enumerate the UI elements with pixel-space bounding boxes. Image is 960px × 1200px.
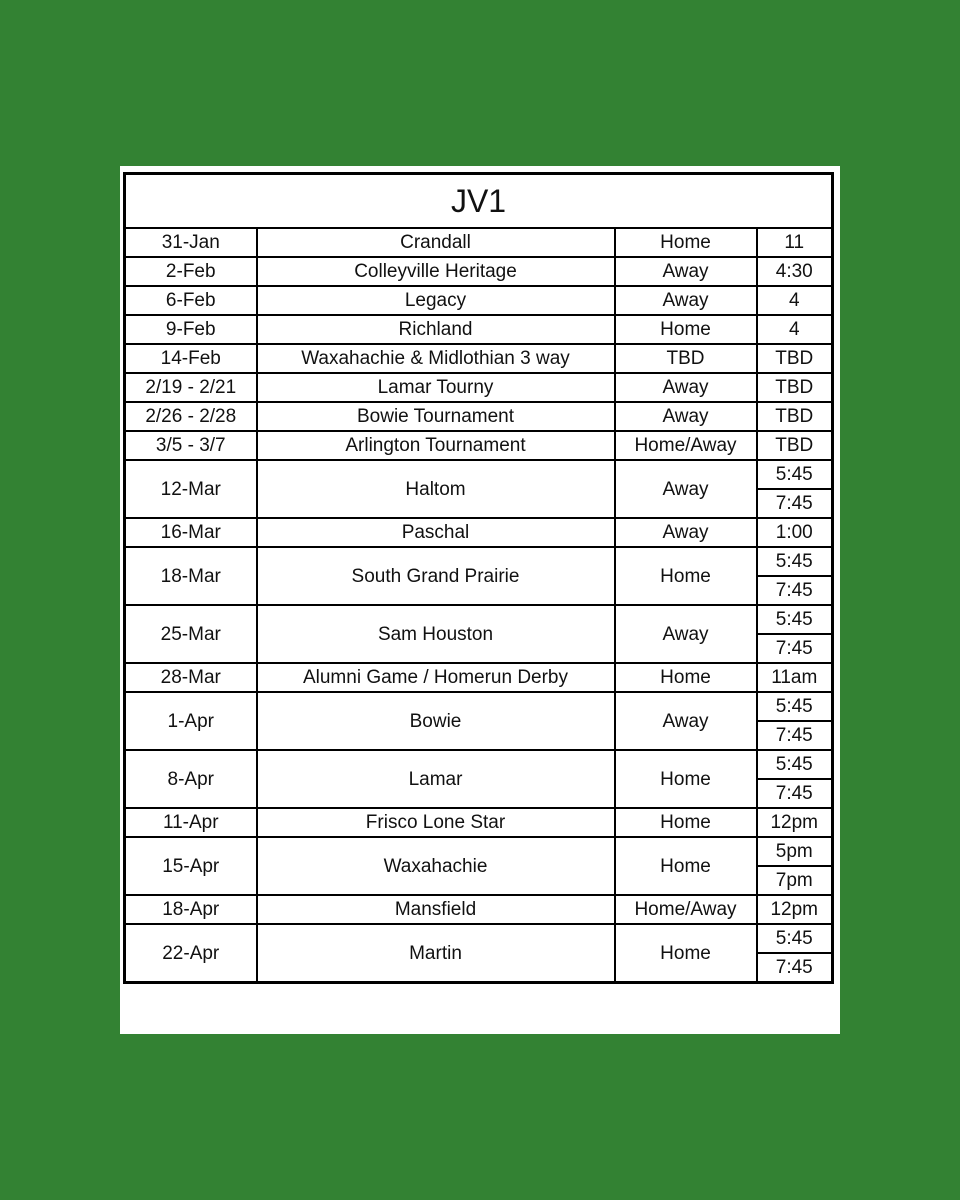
location-cell: Home [615, 808, 757, 837]
time-cell: 5:45 [757, 924, 833, 953]
date-cell: 12-Mar [125, 460, 257, 518]
location-cell: Away [615, 286, 757, 315]
location-cell: Home [615, 924, 757, 983]
opponent-cell: Frisco Lone Star [257, 808, 615, 837]
game-row [125, 837, 833, 866]
date-cell: 31-Jan [125, 228, 257, 257]
opponent-cell: Alumni Game / Homerun Derby [257, 663, 615, 692]
location-cell: Home [615, 837, 757, 895]
schedule-card [120, 166, 840, 1034]
location-cell: Home [615, 663, 757, 692]
location-cell: Home [615, 547, 757, 605]
time-cell: 1:00 [757, 518, 833, 547]
time-cell: TBD [757, 402, 833, 431]
game-row [125, 605, 833, 634]
schedule-table [123, 172, 834, 984]
date-cell: 15-Apr [125, 837, 257, 895]
date-cell: 28-Mar [125, 663, 257, 692]
game-row [125, 924, 833, 953]
opponent-cell: Waxahachie & Midlothian 3 way [257, 344, 615, 373]
date-cell: 2-Feb [125, 257, 257, 286]
location-cell: Home [615, 750, 757, 808]
game-row [125, 460, 833, 489]
location-cell: Away [615, 402, 757, 431]
date-cell: 2/19 - 2/21 [125, 373, 257, 402]
opponent-cell: Lamar Tourny [257, 373, 615, 402]
time-cell: 4 [757, 315, 833, 344]
game-row [125, 228, 833, 257]
game-row [125, 344, 833, 373]
location-cell: Home [615, 315, 757, 344]
time-cell: 4:30 [757, 257, 833, 286]
date-cell: 22-Apr [125, 924, 257, 983]
opponent-cell: Paschal [257, 518, 615, 547]
location-cell: Home/Away [615, 431, 757, 460]
date-cell: 16-Mar [125, 518, 257, 547]
opponent-cell: Crandall [257, 228, 615, 257]
location-cell: Home [615, 228, 757, 257]
time-cell: 5pm [757, 837, 833, 866]
opponent-cell: Bowie [257, 692, 615, 750]
time-cell: 12pm [757, 895, 833, 924]
game-row [125, 315, 833, 344]
time-cell: 7:45 [757, 634, 833, 663]
date-cell: 1-Apr [125, 692, 257, 750]
opponent-cell: Arlington Tournament [257, 431, 615, 460]
time-cell: 5:45 [757, 750, 833, 779]
date-cell: 3/5 - 3/7 [125, 431, 257, 460]
game-row [125, 257, 833, 286]
game-row [125, 663, 833, 692]
opponent-cell: Legacy [257, 286, 615, 315]
schedule-body [125, 228, 833, 983]
time-cell: 5:45 [757, 605, 833, 634]
schedule-title: JV1 [125, 174, 833, 229]
game-row [125, 373, 833, 402]
time-cell: 11 [757, 228, 833, 257]
time-cell: 7:45 [757, 953, 833, 983]
opponent-cell: Richland [257, 315, 615, 344]
time-cell: 5:45 [757, 547, 833, 576]
opponent-cell: Waxahachie [257, 837, 615, 895]
location-cell: Away [615, 373, 757, 402]
location-cell: Away [615, 460, 757, 518]
game-row [125, 547, 833, 576]
game-row [125, 692, 833, 721]
date-cell: 8-Apr [125, 750, 257, 808]
game-row [125, 895, 833, 924]
time-cell: 7:45 [757, 489, 833, 518]
time-cell: TBD [757, 344, 833, 373]
time-cell: 7:45 [757, 576, 833, 605]
time-cell: TBD [757, 373, 833, 402]
time-cell: 7:45 [757, 721, 833, 750]
time-cell: 4 [757, 286, 833, 315]
game-row [125, 286, 833, 315]
time-cell: 7pm [757, 866, 833, 895]
location-cell: Away [615, 692, 757, 750]
opponent-cell: Sam Houston [257, 605, 615, 663]
time-cell: 11am [757, 663, 833, 692]
opponent-cell: Mansfield [257, 895, 615, 924]
opponent-cell: Colleyville Heritage [257, 257, 615, 286]
game-row [125, 750, 833, 779]
date-cell: 11-Apr [125, 808, 257, 837]
time-cell: 12pm [757, 808, 833, 837]
opponent-cell: Martin [257, 924, 615, 983]
date-cell: 14-Feb [125, 344, 257, 373]
date-cell: 6-Feb [125, 286, 257, 315]
game-row [125, 402, 833, 431]
location-cell: Away [615, 518, 757, 547]
opponent-cell: Bowie Tournament [257, 402, 615, 431]
opponent-cell: Lamar [257, 750, 615, 808]
location-cell: Home/Away [615, 895, 757, 924]
location-cell: TBD [615, 344, 757, 373]
date-cell: 9-Feb [125, 315, 257, 344]
title-row [125, 174, 833, 229]
game-row [125, 431, 833, 460]
time-cell: TBD [757, 431, 833, 460]
time-cell: 7:45 [757, 779, 833, 808]
date-cell: 25-Mar [125, 605, 257, 663]
opponent-cell: South Grand Prairie [257, 547, 615, 605]
game-row [125, 518, 833, 547]
date-cell: 18-Mar [125, 547, 257, 605]
date-cell: 2/26 - 2/28 [125, 402, 257, 431]
location-cell: Away [615, 605, 757, 663]
location-cell: Away [615, 257, 757, 286]
date-cell: 18-Apr [125, 895, 257, 924]
game-row [125, 808, 833, 837]
time-cell: 5:45 [757, 692, 833, 721]
time-cell: 5:45 [757, 460, 833, 489]
opponent-cell: Haltom [257, 460, 615, 518]
